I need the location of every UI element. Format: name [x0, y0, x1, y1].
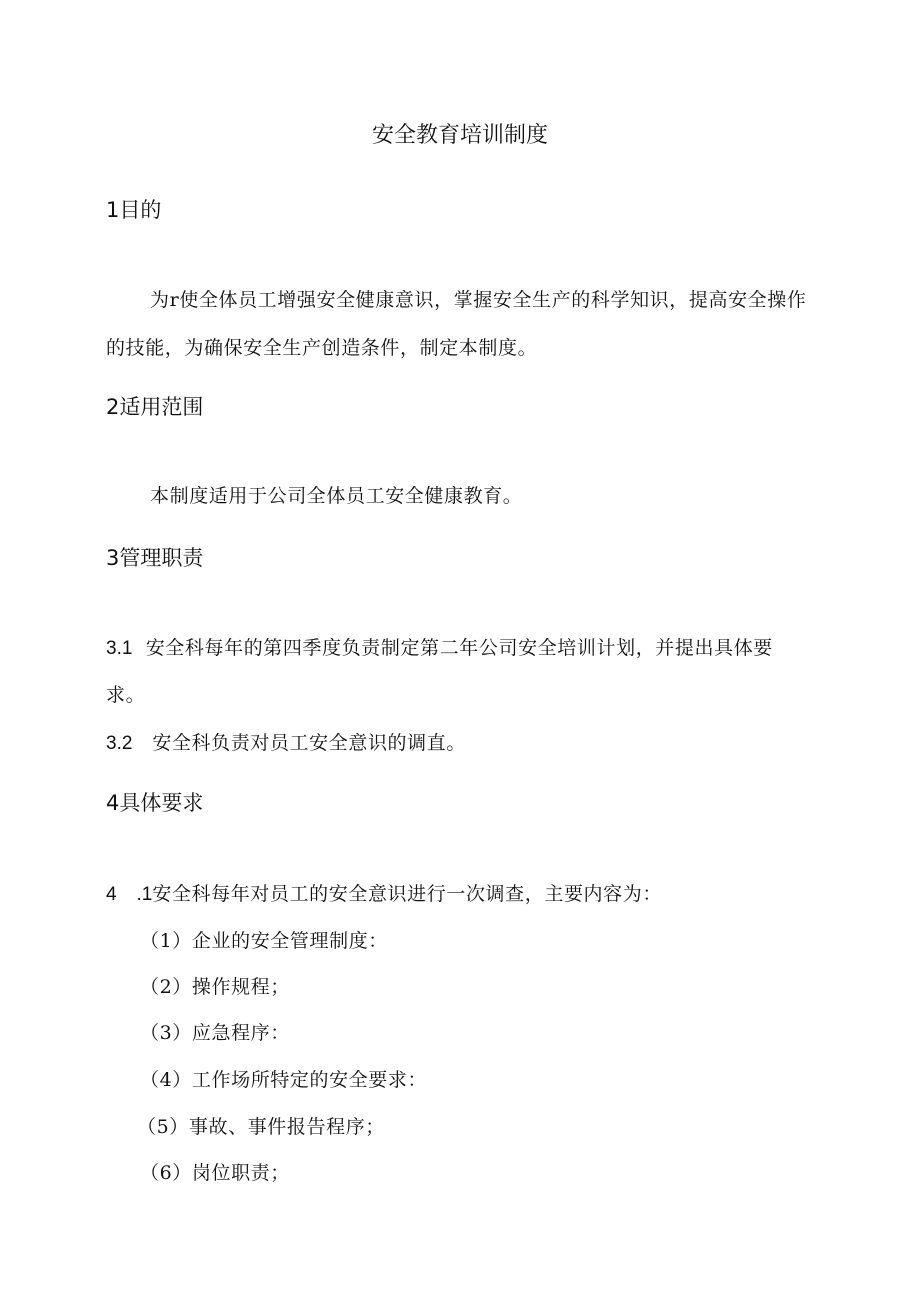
item-3-1-text: 安全科每年的第四季度负责制定第二年公司安全培训计划，并提出具体要: [145, 637, 773, 659]
item-3-1-number: 3.1: [106, 638, 133, 659]
scope-paragraph: 本制度适用于公司全体员工安全健康教育。: [150, 485, 523, 507]
item-4-1-number-b: .1: [136, 884, 153, 905]
section-heading-purpose: 1目的: [106, 198, 162, 222]
sub-item-1: （1）企业的安全管理制度：: [140, 930, 388, 952]
item-4-1-text: 安全科每年对员工的安全意识进行一次调查，主要内容为：: [152, 883, 662, 905]
sub-item-5: （5）事故、事件报告程序；: [137, 1116, 385, 1138]
sub-item-6: （6）岗位职责；: [140, 1162, 290, 1184]
sub-item-2: （2）操作规程；: [140, 976, 290, 998]
section-heading-responsibilities: 3管理职责: [106, 546, 204, 570]
purpose-paragraph-line-2: 的技能，为确保安全生产创造条件，制定本制度。: [106, 337, 538, 359]
item-3-2: [106, 731, 466, 756]
purpose-paragraph-line-1: 为r使全体员工增强安全健康意识，掌握安全生产的科学知识，提高安全操作: [150, 289, 807, 311]
item-3-1-continuation: 求。: [106, 684, 146, 706]
document-title: 安全教育培训制度: [371, 123, 548, 148]
item-4-1-number-a: 4: [106, 884, 117, 905]
sub-item-3: （3）应急程序：: [140, 1022, 290, 1044]
sub-item-4: （4）工作场所特定的安全要求：: [140, 1069, 428, 1091]
item-3-2-number: 3.2: [106, 733, 133, 754]
item-4-1: [106, 882, 662, 907]
item-3-1: [106, 636, 773, 661]
section-heading-scope: 2适用范围: [106, 395, 204, 419]
section-heading-requirements: 4具体要求: [106, 791, 204, 815]
item-3-2-text: 安全科负责对员工安全意识的调直。: [152, 732, 466, 754]
